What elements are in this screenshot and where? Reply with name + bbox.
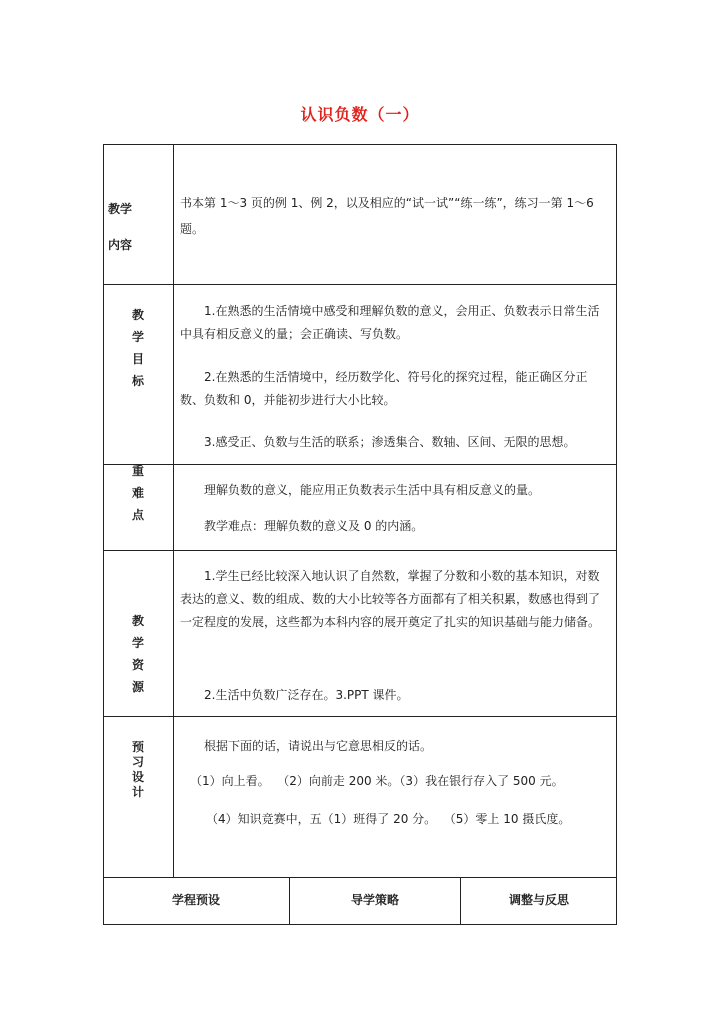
content-label-2: 内容: [108, 238, 133, 252]
goals-label: 教 学 目 标: [131, 308, 144, 388]
content-text: 书本第 1～3 页的例 1、例 2，以及相应的“试一试”“练一练”，练习一第 1～6 题。: [180, 196, 594, 236]
row-divider: [103, 877, 617, 878]
row-divider: [103, 464, 617, 465]
goal-1: 1.在熟悉的生活情境中感受和理解负数的意义，会用正、负数表示日常生活中具有相反意义的量；会正确读、写负数。: [180, 304, 600, 341]
row-divider: [103, 550, 617, 551]
preview-items-1: （1）向上看。 （2）向前走 200 米。（3）我在银行存入了 500 元。: [190, 774, 564, 788]
resource-1: 1.学生已经比较深入地认识了自然数，掌握了分数和小数的基本知识，对数表达的意义、数的组成、数的大小比较等各方面都有了相关积累，数感也得到了一定程度的发展，这些都为本科内容的展开奠定了扎实的知识基础与能力储备。: [180, 569, 601, 629]
preview-items-2: （4）知识竞赛中，五（1）班得了 20 分。 （5）零上 10 摄氏度。: [206, 812, 571, 826]
focus-1: 理解负数的意义，能应用正负数表示生活中具有相反意义的量。: [204, 483, 541, 497]
row-divider: [103, 284, 617, 285]
content-label-1: 教学: [108, 202, 133, 216]
preview-intro: 根据下面的话，请说出与它意思相反的话。: [204, 739, 433, 753]
focus-label: 重 难 点: [131, 464, 144, 522]
header-strategy: 导学策略: [350, 893, 399, 907]
preview-label: 预 习 设 计: [131, 740, 144, 799]
goal-2: 2.在熟悉的生活情境中，经历数学化、符号化的探究过程，能正确区分正数、负数和 0，并能初步进行大小比较。: [180, 370, 588, 407]
row-divider: [103, 716, 617, 717]
page-title: 认识负数（一）: [300, 105, 420, 124]
goal-3: 3.感受正、负数与生活的联系；渗透集合、数轴、区间、无限的思想。: [204, 435, 576, 449]
focus-2: 教学难点：理解负数的意义及 0 的内涵。: [204, 519, 424, 533]
header-reflection: 调整与反思: [508, 893, 569, 907]
resource-2: 2.生活中负数广泛存在。3.PPT 课件。: [204, 688, 409, 702]
table-column-divider: [173, 144, 174, 877]
header-plan: 学程预设: [171, 893, 220, 907]
resources-label: 教 学 资 源: [131, 614, 144, 694]
